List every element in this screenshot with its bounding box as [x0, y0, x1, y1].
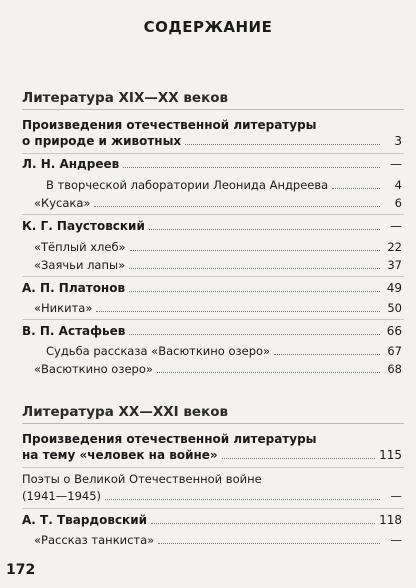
toc-page: 67 [387, 344, 402, 358]
leader-dots [129, 334, 380, 335]
poets-title: Поэты о Великой Отечественной войне [22, 472, 262, 486]
toc-row-kusaka[interactable] [34, 196, 402, 210]
divider [22, 153, 404, 154]
toc-row-astafiev[interactable] [22, 324, 402, 338]
toc-row-warm-bread[interactable] [34, 240, 402, 254]
leader-dots [158, 543, 380, 544]
divider [22, 508, 404, 509]
toc-row-andreev-lab[interactable] [46, 178, 402, 192]
toc-row-group-2[interactable] [22, 448, 402, 462]
leader-dots [130, 250, 380, 251]
toc-text: «Тёплый хлеб» [34, 240, 126, 254]
toc-text: на тему «человек на войне» [22, 448, 218, 462]
leader-dots [149, 229, 380, 230]
divider [22, 276, 404, 277]
toc-text: Л. Н. Андреев [22, 157, 120, 171]
toc-text: «Заячьи лапы» [34, 258, 126, 272]
toc-text: Судьба рассказа «Васюткино озеро» [46, 344, 271, 358]
leader-dots [332, 188, 380, 189]
toc-text: о природе и животных [22, 134, 182, 148]
toc-row-tvardovsky[interactable] [22, 513, 402, 527]
leader-dots [274, 354, 380, 355]
toc-row-hare-paws[interactable] [34, 258, 402, 272]
group-title-2: Произведения отечественной литературы [22, 432, 317, 446]
leader-dots [151, 523, 375, 524]
section-heading-1: Литература XIX—XX веков [22, 90, 404, 110]
toc-text: В. П. Астафьев [22, 324, 126, 338]
section-heading-2: Литература XX—XXI веков [22, 404, 404, 424]
toc-page: 68 [387, 362, 402, 376]
toc-text: К. Г. Паустовский [22, 219, 145, 233]
leader-dots [222, 458, 375, 459]
toc-row-story-fate[interactable] [46, 344, 402, 358]
leader-dots [96, 311, 380, 312]
toc-page: 6 [394, 196, 402, 210]
toc-row-platonov[interactable] [22, 281, 402, 295]
group-title-1: Произведения отечественной литературы [22, 118, 317, 132]
toc-row-tankist[interactable] [34, 533, 402, 547]
toc-page: 50 [387, 301, 402, 315]
leader-dots [157, 372, 380, 373]
toc-text: А. П. Платонов [22, 281, 126, 295]
leader-dots [94, 206, 380, 207]
leader-dots [129, 268, 380, 269]
toc-page: 22 [387, 240, 402, 254]
toc-page: — [390, 489, 402, 503]
toc-page: 3 [394, 134, 402, 148]
divider [22, 467, 404, 468]
toc-row-group-1[interactable] [22, 134, 402, 148]
divider [22, 214, 404, 215]
leader-dots [123, 167, 380, 168]
toc-page: — [390, 219, 402, 233]
toc-text: В творческой лаборатории Леонида Андреева [46, 178, 329, 192]
toc-text: «Рассказ танкиста» [34, 533, 155, 547]
toc-page: — [390, 533, 402, 547]
page-title: СОДЕРЖАНИЕ [143, 18, 273, 36]
leader-dots [185, 144, 380, 145]
leader-dots [105, 499, 380, 500]
toc-row-vasyutkino[interactable] [34, 362, 402, 376]
toc-text: «Кусака» [34, 196, 91, 210]
toc-row-poets[interactable] [22, 489, 402, 503]
leader-dots [129, 291, 380, 292]
toc-text: (1941—1945) [22, 489, 102, 503]
toc-page: 4 [394, 178, 402, 192]
toc-page: 118 [379, 513, 402, 527]
toc-row-paustovsky[interactable] [22, 219, 402, 233]
toc-row-andreev[interactable] [22, 157, 402, 171]
toc-page: 66 [386, 324, 402, 338]
toc-row-nikita[interactable] [34, 301, 402, 315]
divider [22, 319, 404, 320]
toc-page: 37 [387, 258, 402, 272]
page-number: 172 [6, 562, 36, 578]
toc-text: «Васюткино озеро» [34, 362, 153, 376]
toc-page: 115 [379, 448, 402, 462]
toc-text: А. Т. Твардовский [22, 513, 148, 527]
toc-page: 49 [386, 281, 402, 295]
toc-page: — [390, 157, 402, 171]
toc-text: «Никита» [34, 301, 93, 315]
